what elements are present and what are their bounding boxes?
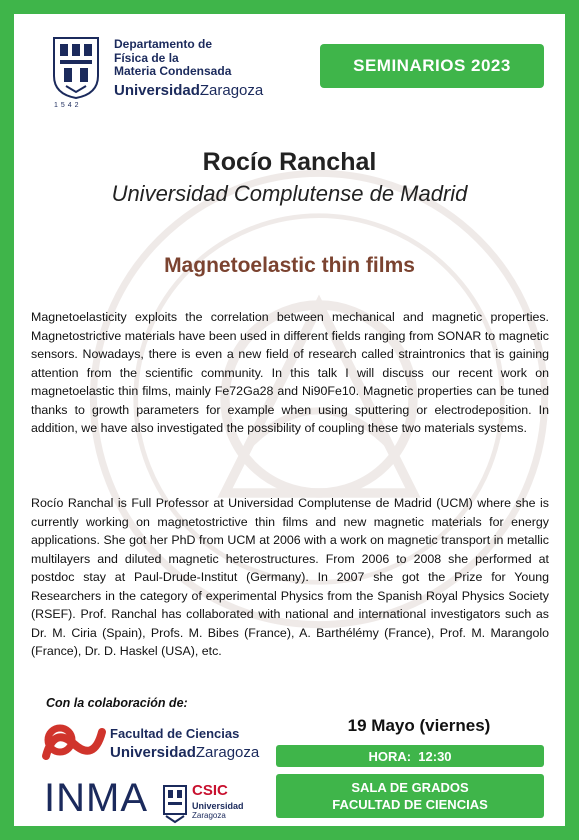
speaker-name: Rocío Ranchal — [202, 148, 377, 176]
event-date: 19 Mayo (viernes) — [347, 716, 491, 735]
department-line: Materia Condensada — [114, 64, 232, 78]
event-location-badge — [276, 774, 544, 818]
university-name-bold: Universidad — [114, 82, 200, 99]
faculty-university-bold: Universidad — [110, 744, 196, 761]
faculty-name: Facultad de Ciencias — [110, 726, 240, 741]
talk-title: Magnetoelastic thin films — [164, 254, 415, 277]
university-name — [114, 82, 263, 99]
department-name — [114, 38, 231, 79]
collaboration-label: Con la colaboración de: — [46, 696, 188, 710]
bio-paragraph: Rocío Ranchal is Full Professor at Universidad Complutense de Madrid (UCM) where she is currently working on magnetostrictive thin films and new magnetic materials for energy applications. She got her PhD from UCM at 2006 with a work on magnetic transport in metallic multilayers and diluted magnetic heterostructures. From 2006 to 2008 she performed at postdoc stay at Paul-Drude-Institut (Germany). In 2007 she got the Prize for Young Researchers in the category of experimental Physics from the Spanish Royal Physics Society (RSEF). Prof. Ranchal has collaborated with national and international investigators such as Dr. M. Ciria (Spain), Profs. M. Bibes (France), A. Barthélémy (France), Prof. M. Marangolo (France), Dr. D. Haskel (USA), etc. — [31, 496, 549, 658]
faculty-university-regular: Zaragoza — [195, 744, 260, 761]
department-line: Departamento de — [114, 37, 213, 51]
csic-university: Universidad — [192, 801, 244, 811]
department-logo — [50, 36, 280, 116]
csic-wordmark: CSIC — [192, 782, 228, 799]
csic-logo — [162, 782, 262, 830]
csic-city: Zaragoza — [192, 811, 226, 820]
university-crest-icon — [50, 36, 102, 100]
event-time-badge: HORA: 12:30 — [276, 745, 544, 767]
department-line: Física de la — [114, 50, 179, 65]
location-line: FACULTAD DE CIENCIAS — [332, 797, 488, 812]
faculty-university — [110, 744, 259, 761]
speaker-affiliation: Universidad Complutense de Madrid — [111, 181, 468, 206]
university-name-regular: Zaragoza — [199, 82, 264, 99]
csic-crest-icon — [162, 784, 188, 824]
crest-year: 1542 — [54, 102, 82, 109]
location-line: SALA DE GRADOS — [351, 780, 469, 795]
series-badge: SEMINARIOS 2023 — [320, 44, 544, 88]
faculty-infinity-icon — [40, 718, 108, 768]
abstract-paragraph: Magnetoelasticity exploits the correlation between mechanical and magnetic properties. Magnetostrictive materials have been used in different fields ranging from SONAR to magnetic sensors. Nowadays, there is even a new field of research called straintronics that is gaining attention from the scientific community. In this talk I will discuss our recent work on magnetoelastic thin films, mainly Fe72Ga28 and Ni90Fe10. Magnetic properties can be tuned thanks to growth parameters for example when using sputtering or electrodeposition. In addition, we have also investigated the possibility of coupling these two materials systems. — [31, 310, 549, 435]
inma-logo: INMA — [44, 776, 148, 820]
faculty-logo — [40, 714, 270, 774]
